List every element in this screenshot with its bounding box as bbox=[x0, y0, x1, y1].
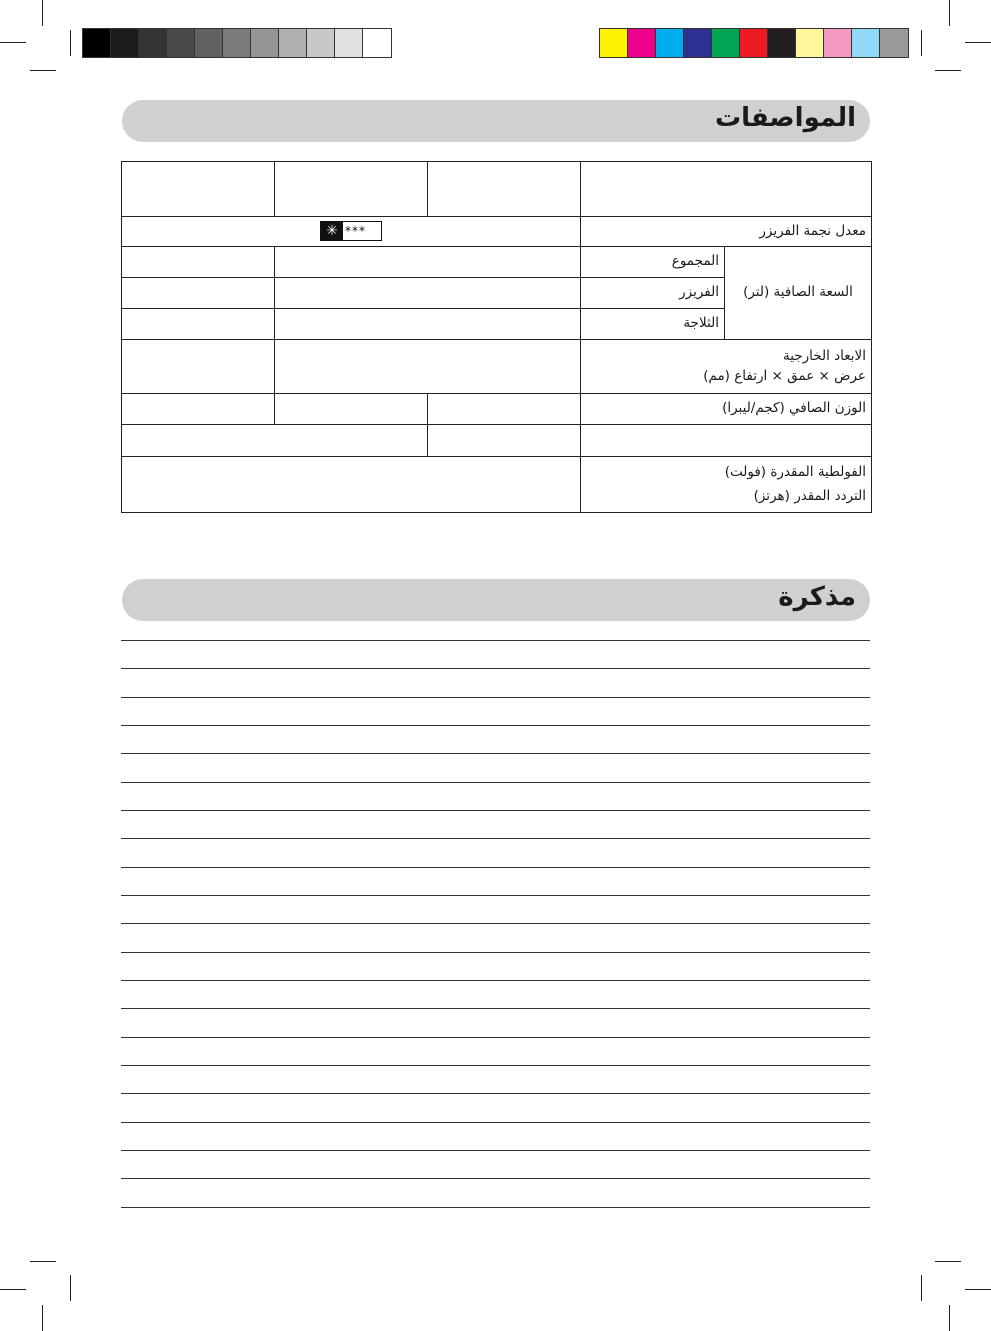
note-line bbox=[121, 640, 870, 641]
model-header-cell bbox=[581, 162, 872, 217]
color-swatch bbox=[768, 29, 796, 57]
color-swatch bbox=[167, 29, 195, 57]
note-line bbox=[121, 867, 870, 868]
note-line bbox=[121, 1207, 870, 1208]
note-line bbox=[121, 1178, 870, 1179]
color-swatch bbox=[852, 29, 880, 57]
note-line bbox=[121, 895, 870, 896]
note-line bbox=[121, 668, 870, 669]
crop-mark bbox=[949, 1305, 950, 1331]
fridge-value-cell bbox=[275, 309, 581, 340]
note-line bbox=[121, 1150, 870, 1151]
net-weight-label: الوزن الصافي (كجم/ليبرا) bbox=[581, 394, 872, 425]
crop-mark bbox=[935, 1261, 961, 1262]
crop-mark bbox=[921, 30, 922, 56]
note-line bbox=[121, 1008, 870, 1009]
crop-mark bbox=[42, 0, 43, 26]
color-swatch-bar bbox=[599, 28, 909, 58]
total-value-cell bbox=[275, 247, 581, 278]
color-swatch bbox=[195, 29, 223, 57]
rated-frequency-label: التردد المقدر (هرتز) bbox=[753, 487, 866, 504]
total-value-cell bbox=[122, 247, 275, 278]
note-line bbox=[121, 782, 870, 783]
net-weight-value-cell bbox=[428, 394, 581, 425]
blank-value-cell bbox=[428, 425, 581, 457]
color-swatch bbox=[712, 29, 740, 57]
note-line bbox=[121, 1065, 870, 1066]
color-swatch bbox=[656, 29, 684, 57]
note-line bbox=[121, 753, 870, 754]
model-cell bbox=[275, 162, 428, 217]
specs-section-title: المواصفات bbox=[714, 103, 856, 133]
freezer-value-cell bbox=[275, 278, 581, 309]
total-label: المجموع bbox=[581, 247, 725, 278]
rated-voltage-label: الفولطية المقدرة (فولت) bbox=[724, 463, 866, 480]
table-row bbox=[122, 425, 872, 457]
note-line bbox=[121, 952, 870, 953]
notes-section-title: مذكرة bbox=[778, 582, 856, 612]
crop-mark bbox=[42, 1305, 43, 1331]
crop-mark bbox=[30, 70, 56, 71]
table-row bbox=[122, 394, 872, 425]
model-cell bbox=[122, 162, 275, 217]
crop-mark bbox=[935, 70, 961, 71]
power-label bbox=[581, 457, 872, 513]
note-line bbox=[121, 810, 870, 811]
crop-mark bbox=[0, 1289, 26, 1290]
note-line bbox=[121, 725, 870, 726]
color-swatch bbox=[83, 29, 111, 57]
color-swatch bbox=[223, 29, 251, 57]
color-swatch bbox=[600, 29, 628, 57]
net-weight-value-cell bbox=[122, 394, 275, 425]
note-line bbox=[121, 1037, 870, 1038]
note-line bbox=[121, 1122, 870, 1123]
crop-mark bbox=[949, 0, 950, 26]
dimensions-label-line2: عرض × عمق × ارتفاع (مم) bbox=[703, 367, 866, 384]
grayscale-swatch-bar bbox=[82, 28, 392, 58]
table-row bbox=[122, 247, 872, 278]
star-rating-label: معدل نجمة الفريزر bbox=[581, 217, 872, 247]
freezer-value-cell bbox=[122, 278, 275, 309]
note-line bbox=[121, 1093, 870, 1094]
color-swatch bbox=[684, 29, 712, 57]
color-swatch bbox=[279, 29, 307, 57]
color-swatch bbox=[363, 29, 391, 57]
notes-section-header bbox=[122, 579, 870, 621]
crop-mark bbox=[30, 1261, 56, 1262]
table-row bbox=[122, 217, 872, 247]
note-line bbox=[121, 923, 870, 924]
color-swatch bbox=[251, 29, 279, 57]
freezer-star-icon: ✳ *** bbox=[320, 221, 382, 241]
crop-mark bbox=[921, 1275, 922, 1301]
dimensions-label-line1: الابعاد الخارجية bbox=[782, 347, 866, 364]
color-swatch bbox=[628, 29, 656, 57]
specs-section-header bbox=[122, 100, 870, 142]
dimensions-value-cell bbox=[275, 340, 581, 394]
crop-mark bbox=[0, 42, 26, 43]
crop-mark bbox=[70, 30, 71, 56]
color-swatch bbox=[880, 29, 908, 57]
table-row bbox=[122, 162, 872, 217]
power-value-cell bbox=[122, 457, 581, 513]
color-swatch bbox=[824, 29, 852, 57]
fridge-label: الثلاجة bbox=[581, 309, 725, 340]
dimensions-value-cell bbox=[122, 340, 275, 394]
color-swatch bbox=[139, 29, 167, 57]
note-line bbox=[121, 697, 870, 698]
net-weight-value-cell bbox=[275, 394, 428, 425]
color-swatch bbox=[796, 29, 824, 57]
color-swatch bbox=[335, 29, 363, 57]
star-rating-value-cell bbox=[122, 217, 581, 247]
model-cell bbox=[428, 162, 581, 217]
freezer-label: الفريزر bbox=[581, 278, 725, 309]
dimensions-label bbox=[581, 340, 872, 394]
crop-mark bbox=[965, 42, 991, 43]
note-line bbox=[121, 838, 870, 839]
specs-table bbox=[121, 161, 872, 513]
blank-value-cell bbox=[122, 425, 428, 457]
table-row bbox=[122, 340, 872, 394]
blank-label-cell bbox=[581, 425, 872, 457]
crop-mark bbox=[70, 1275, 71, 1301]
fridge-value-cell bbox=[122, 309, 275, 340]
net-capacity-label: السعة الصافية (لتر) bbox=[725, 247, 872, 340]
color-swatch bbox=[740, 29, 768, 57]
note-line bbox=[121, 980, 870, 981]
crop-mark bbox=[965, 1289, 991, 1290]
color-swatch bbox=[307, 29, 335, 57]
table-row bbox=[122, 457, 872, 513]
color-swatch bbox=[111, 29, 139, 57]
